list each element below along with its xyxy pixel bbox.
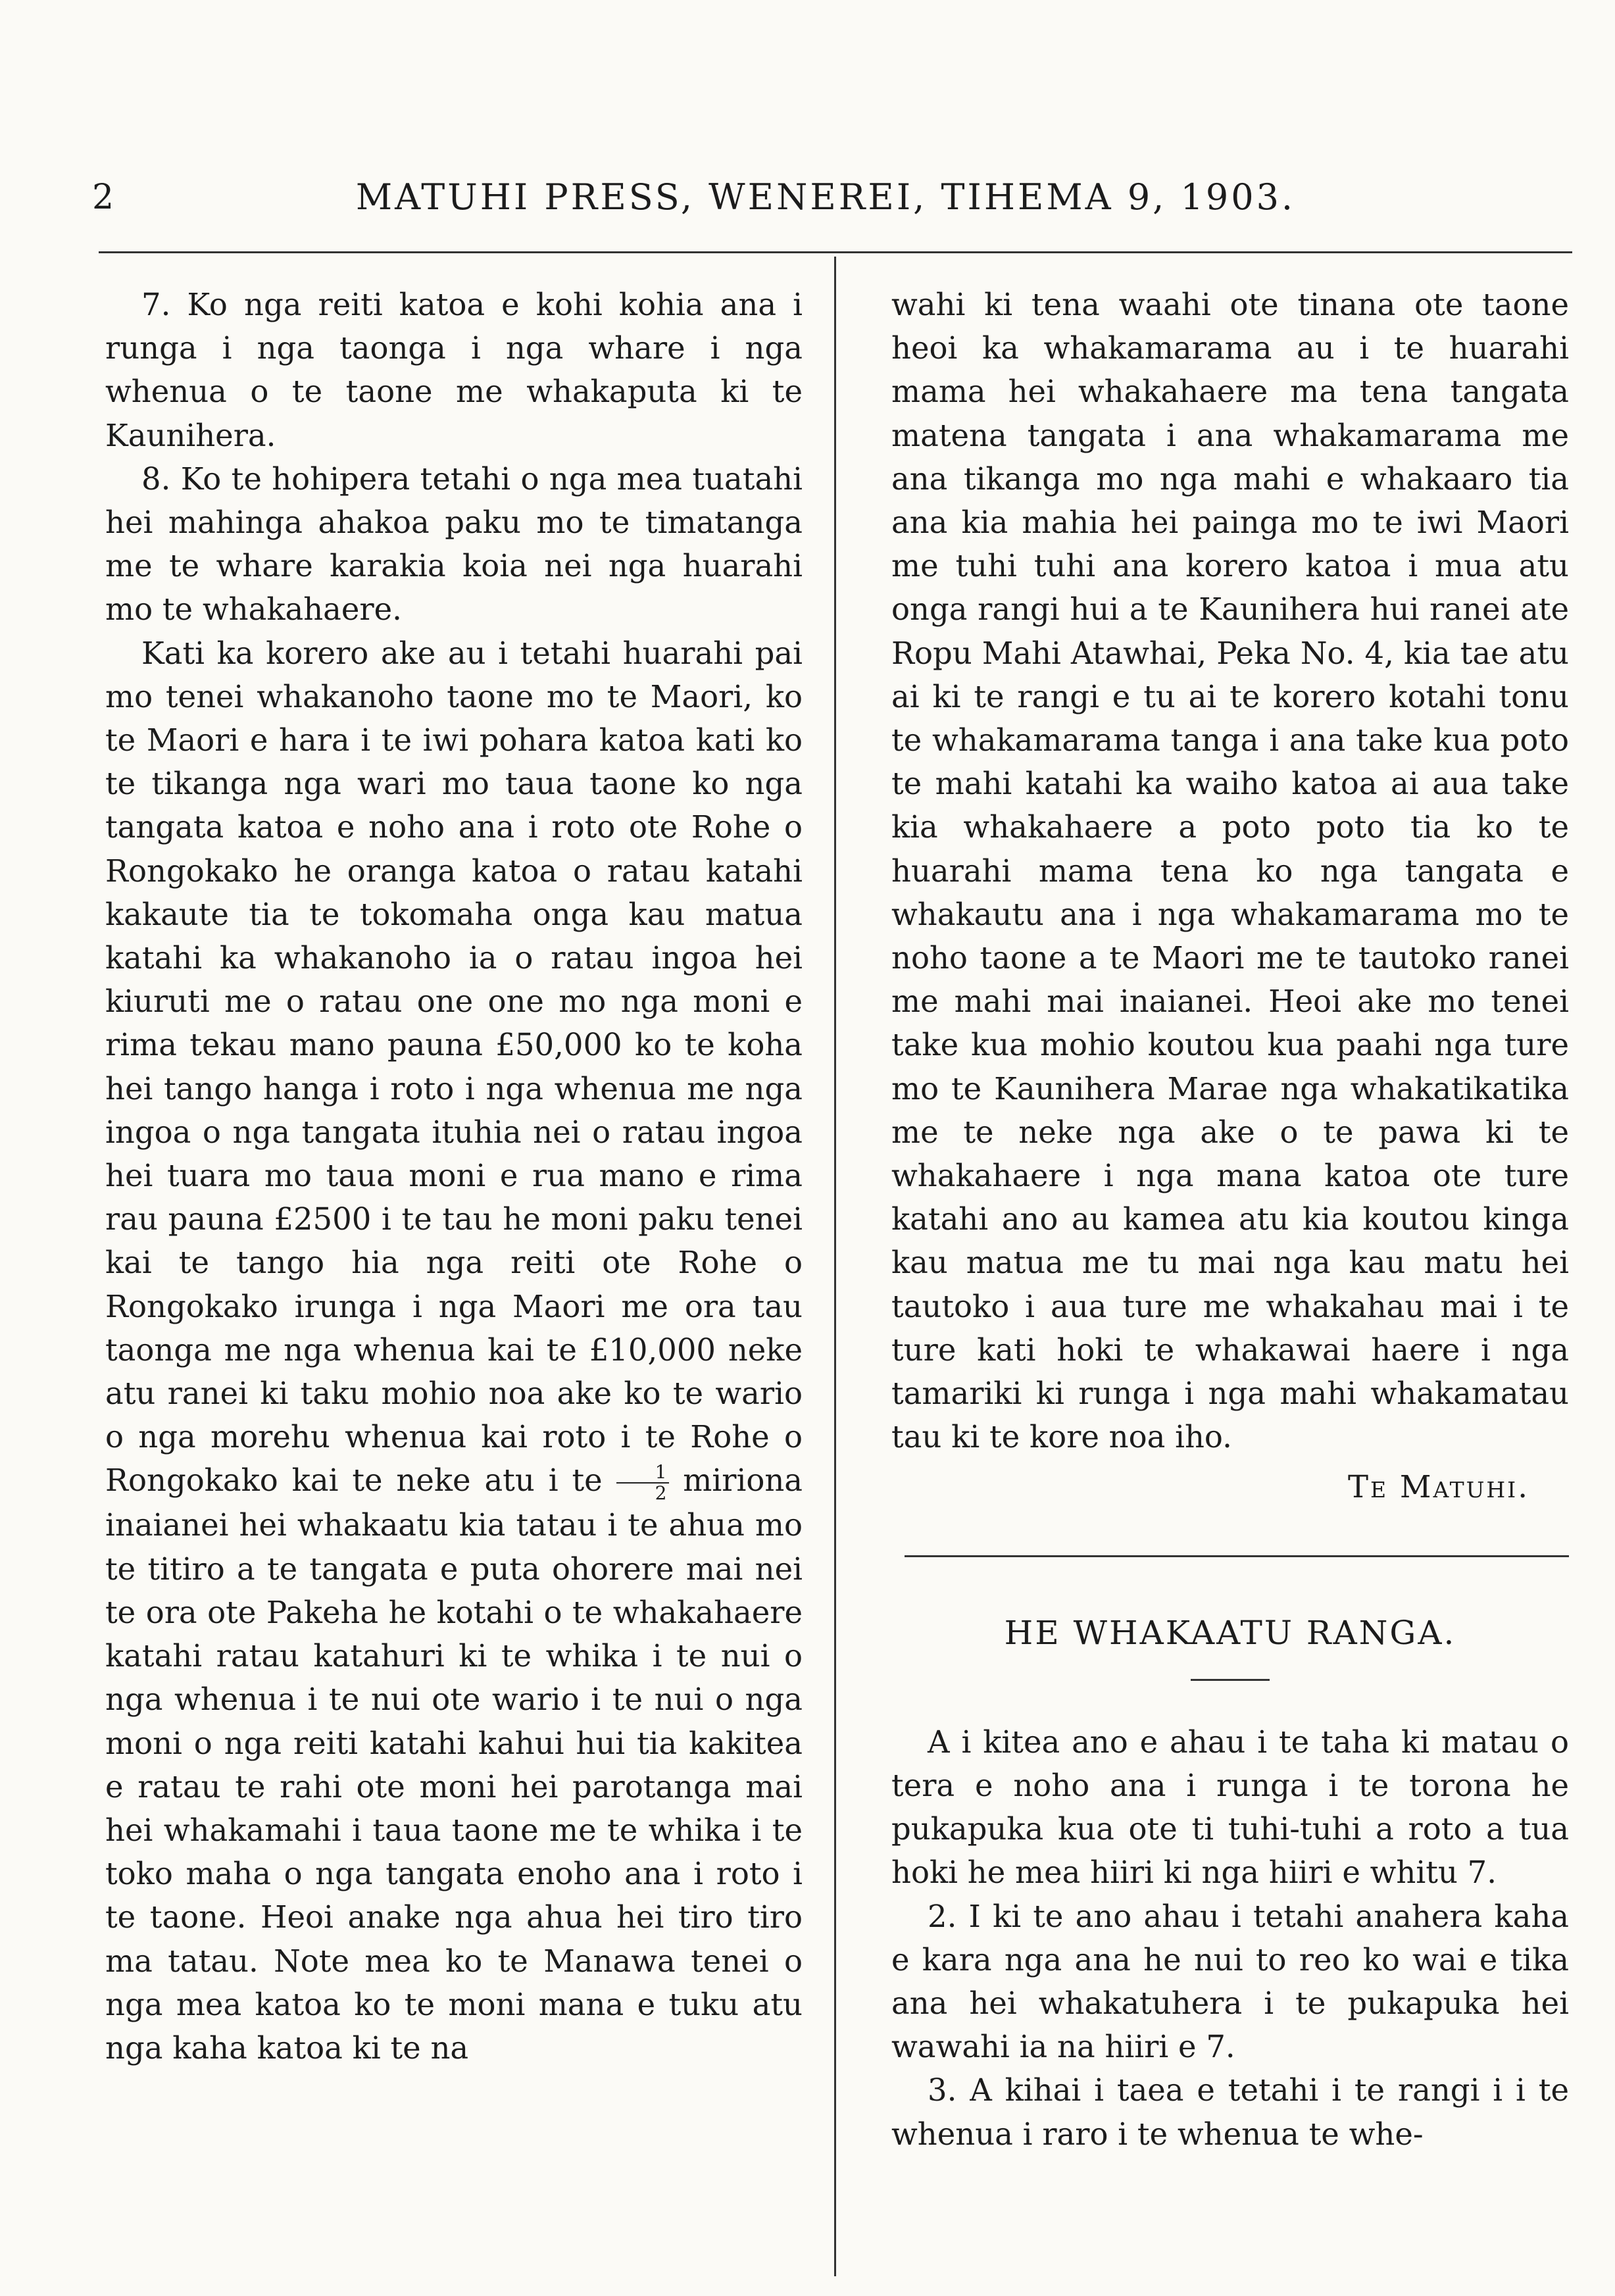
paragraph-item-8: 8. Ko te hohipera tetahi o nga mea tuatahi hei mahinga ahakoa paku mo te timatanga me te whare karakia koia nei nga huarahi mo te whakahaere.	[105, 461, 803, 628]
paragraph-kati-part1: Kati ka korero ake au i tetahi huarahi pai mo tenei whakanoho taone mo te Maori, ko te Maori e hara i te iwi pohara katoa kati ko te tikanga nga wari mo taua taone ko nga tangata katoa e noho ana i roto ote Rohe o Rongokako he oranga katoa o ratau katahi kakaute tia te tokomaha onga kau matua katahi ka whakanoho ia o ratau ingoa hei kiuruti me o ratau one one mo nga moni e rima tekau mano pauna £50,000 ko te koha hei tango hanga i roto i nga whenua me nga ingoa o nga tangata ituhia nei o ratau ingoa hei tuara mo taua moni e rua mano e rima rau pauna £2500 i te tau he moni paku tenei kai te tango hia nga reiti ote Rohe o Rongokako irunga i nga Maori me ora tau taonga me nga whenua kai te £10,000 neke atu ranei ki taku mohio noa ake ko te wario o nga morehu whenua kai roto i te Rohe o Rongokako kai te neke atu i te	[105, 635, 803, 1499]
fraction-one-half	[616, 1462, 670, 1503]
right-column	[891, 283, 1569, 2156]
header-rule	[99, 251, 1572, 253]
paragraph-item-7: 7. Ko nga reiti katoa e kohi kohia ana i runga i nga taonga i nga whare i nga whenua o te taone me whakaputa ki te Kaunihera.	[105, 287, 803, 453]
fraction-numerator: 1	[616, 1462, 670, 1484]
section-title-rule	[1191, 1679, 1270, 1681]
page-number: 2	[92, 178, 114, 217]
paragraph-kati	[105, 632, 803, 2070]
paragraph-verse-2: 2. I ki te ano ahau i tetahi anahera kaha e kara nga ana he nui to reo ko wai e tika ana hei whakatuhera i te pukapuka hei wawahi ia na hiiri e 7.	[891, 1898, 1569, 2065]
paragraph-verse-3: 3. A kihai i taea e tetahi i te rangi i i te whenua i raro i te whenua te whe-	[891, 2072, 1569, 2152]
column-divider	[834, 257, 836, 2276]
author-signature: Te Matuhi.	[1348, 1469, 1529, 1505]
paragraph-kati-part2: miriona inaianei hei whakaatu kia tatau i te ahua mo te titiro a te tangata e puta ohorere mai nei te ora ote Pakeha he kotahi o te whakahaere katahi ratau katahuri ki te whika i te nui o nga whenua i te nui ote wario i te nui o nga moni o nga reiti katahi kahui hui tia kakitea e ratau te rahi ote moni hei parotanga mai hei whakamahi i taua taone me te whika i te toko maha o nga tangata enoho ana i roto i te taone. Heoi anake nga ahua hei tiro tiro ma tatau. Note mea ko te Manawa tenei o nga mea katoa ko te moni mana e tuku atu nga kaha katoa ki te na	[105, 1462, 803, 2066]
paragraph-continuation: wahi ki tena waahi ote tinana ote taone heoi ka whakamarama au i te huarahi mama hei whakahaere ma tena tangata matena tangata i ana whakamarama me ana tikanga mo nga mahi e whakaaro tia ana kia mahia hei painga mo te iwi Maori me tuhi tuhi ana korero katoa i mua atu onga rangi hui a te Kaunihera hui ranei ate Ropu Mahi Atawhai, Peka No. 4, kia tae atu ai ki te rangi e tu ai te korero kotahi tonu te whakamarama tanga i ana take kua poto te mahi katahi ka waiho katoa ai aua take kia whakahaere a poto poto tia ko te huarahi mama tena ko nga tangata e whakautu ana i nga whakamarama mo te noho taone a te Maori me te tautoko ranei me mahi mai inaianei. Heoi ake mo tenei take kua mohio koutou kua paahi nga ture mo te Kaunihera Marae nga whakatikatika me te neke nga ake o te pawa ki te whakahaere i nga mana katoa ote ture katahi ano au kamea atu kia koutou kinga kau matua me tu mai nga kau matu hei tautoko i aua ture me whakahau mai i te ture kati hoki te whakawai haere i nga tamariki ki runga i nga mahi whakamatau tau ki te kore noa iho.	[891, 287, 1569, 1455]
paragraph-verse-1: A i kitea ano e ahau i te taha ki matau o tera e noho ana i runga i te torona he pukapuka kua ote ti tuhi-tuhi a roto a tua hoki he mea hiiri ki nga hiiri e whitu 7.	[891, 1724, 1569, 1891]
section-title: HE WHAKAATU RANGA.	[1004, 1613, 1456, 1652]
section-separator	[905, 1555, 1569, 1557]
page-header	[79, 174, 1572, 220]
fraction-denominator: 2	[655, 1482, 667, 1505]
page-title: MATUHI PRESS, WENEREI, TIHEMA 9, 1903.	[355, 176, 1296, 218]
left-column	[105, 283, 803, 2070]
